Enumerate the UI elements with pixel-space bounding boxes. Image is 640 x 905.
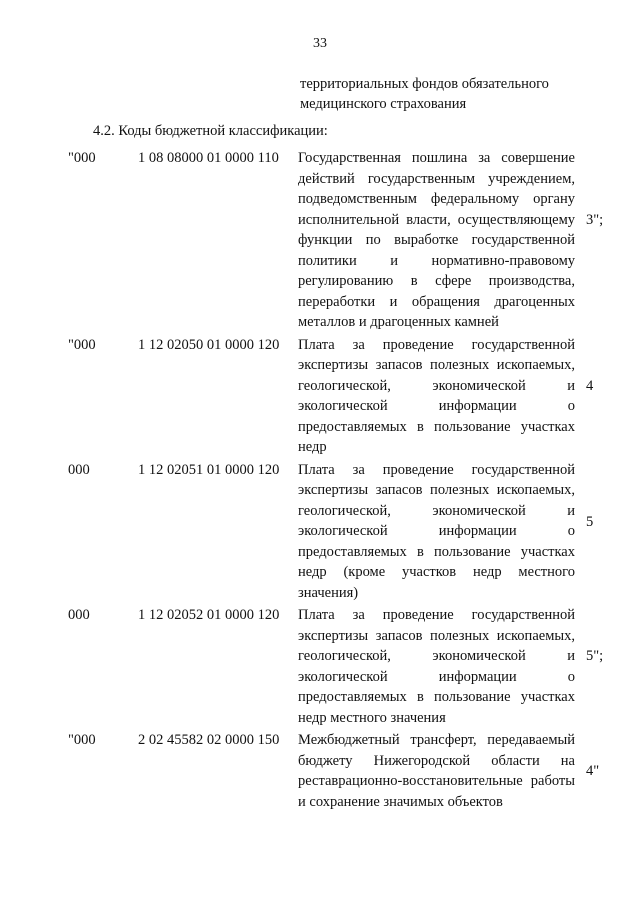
budget-code: 1 12 02050 01 0000 120 [138, 336, 280, 353]
section-heading: 4.2. Коды бюджетной классификации: [93, 123, 328, 139]
entry-description: Плата за проведение государственной экспертизы запасов полезных ископаемых, геологической, экономической и экологической информации о предоставляемых в пользование участках недр (кроме участков недр местного значения) [298, 461, 575, 601]
entry-prefix: "000 [68, 732, 96, 748]
entry-prefix: 000 [68, 607, 90, 623]
entry-prefix: "000 [68, 150, 96, 166]
entry-prefix: "000 [68, 336, 96, 353]
page-number: 33 [313, 36, 327, 51]
budget-code: 1 12 02051 01 0000 120 [138, 461, 280, 478]
entry-description: Государственная пошлина за совершение действий государственным учреждением, подведомственным федеральному органу исполнительной власти, осуществляющему функции по выработке государственной политики и нормативно-правовому регулированию в сфере производства, переработки и обращения драгоценных металлов и драгоценных камней [298, 150, 575, 330]
intro-text [300, 74, 580, 114]
budget-code: 1 12 02052 01 0000 120 [138, 607, 280, 623]
classification-entry [0, 335, 640, 458]
entry-description: Плата за проведение государственной экспертизы запасов полезных ископаемых, геологической, экономической и экологической информации о предоставляемых в пользование участках недр [298, 336, 575, 455]
entry-description: Межбюджетный трансферт, передаваемый бюджету Нижегородской области на реставрационно-восстановительные работы и сохранение значимых объектов [298, 732, 575, 810]
intro-line: территориальных фондов обязательного [300, 76, 549, 92]
entry-value: 4 [586, 377, 594, 394]
classification-entry [0, 605, 640, 728]
budget-code: 2 02 45582 02 0000 150 [138, 732, 280, 748]
intro-line: медицинского страхования [300, 96, 467, 112]
entry-prefix: 000 [68, 461, 90, 478]
entry-description: Плата за проведение государственной экспертизы запасов полезных ископаемых, геологической, экономической и экологической информации о предоставляемых в пользование участках недр местного значения [298, 607, 575, 726]
entry-value: 5 [586, 513, 594, 530]
budget-code: 1 08 08000 01 0000 110 [138, 150, 279, 166]
classification-codes-list [0, 148, 640, 814]
entry-value: 3"; [586, 212, 604, 228]
classification-entry [0, 730, 640, 812]
classification-entry [0, 148, 640, 333]
classification-entry [0, 460, 640, 604]
entry-value: 4" [586, 763, 600, 779]
entry-value: 5"; [586, 648, 604, 664]
